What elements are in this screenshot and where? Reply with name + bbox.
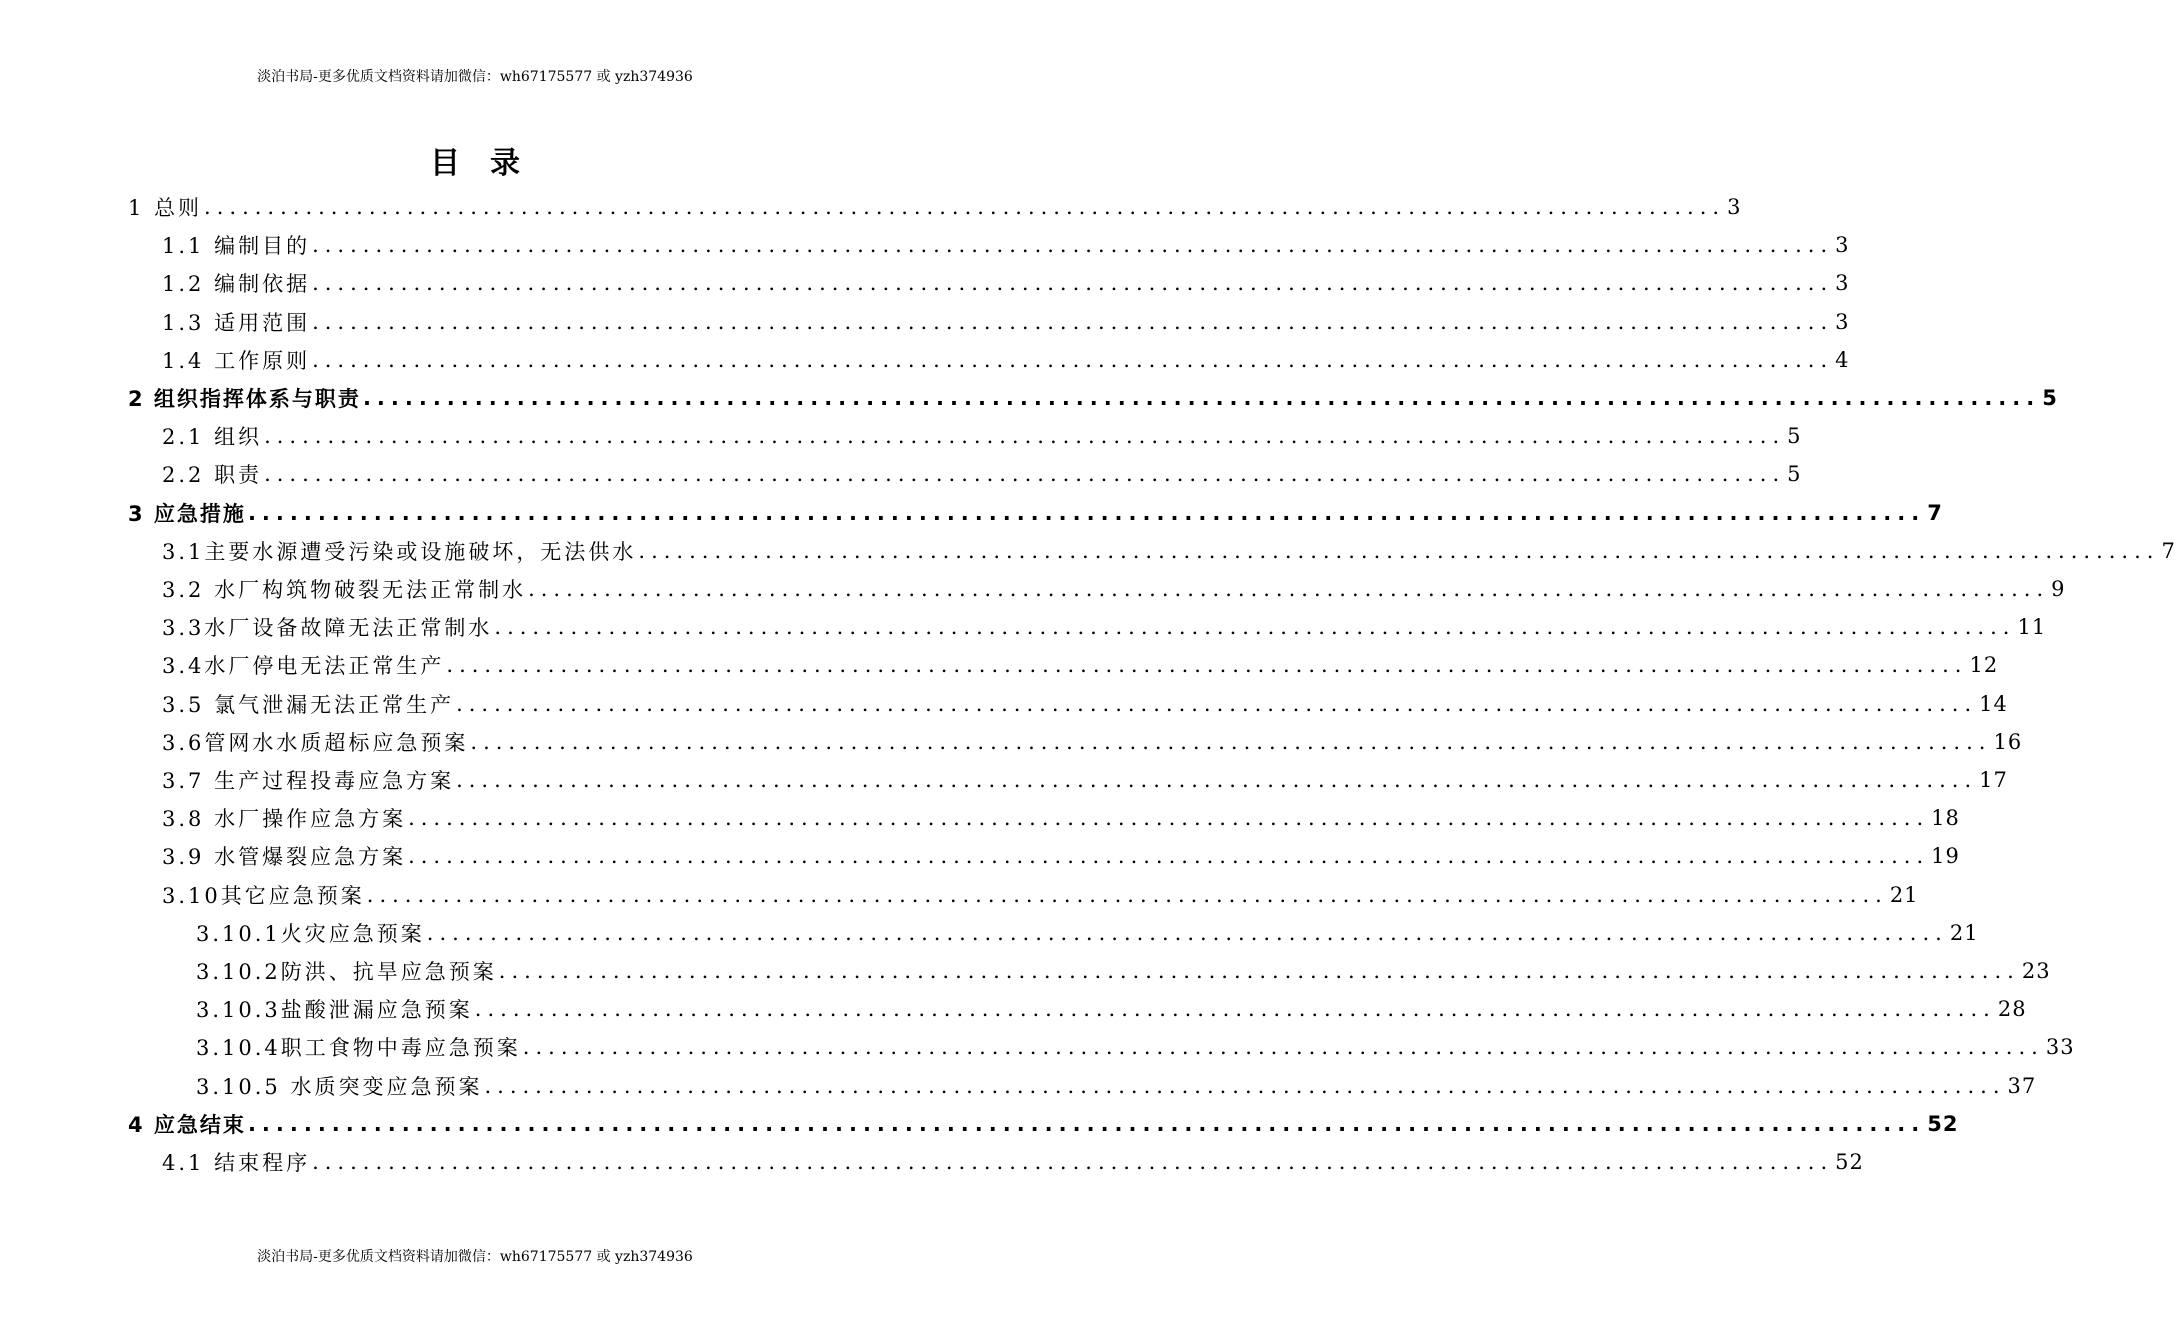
toc-entry-label: 1.3 适用范围 <box>162 310 311 335</box>
toc-entry-page: 14 <box>1979 691 2008 716</box>
toc-leader-dots: ........................................................................................................................ <box>456 768 1978 792</box>
toc-entry-label: 2 组织指挥体系与职责 <box>128 387 361 411</box>
toc-leader-dots: ........................................................................................................................ <box>204 195 1726 219</box>
toc-entry-label: 1.4 工作原则 <box>162 348 311 373</box>
toc-entry-page: 17 <box>1979 768 2008 792</box>
toc-leader-dots: ........................................................................................................................ <box>528 577 2050 601</box>
toc-entry[interactable] <box>162 876 1919 914</box>
toc-leader-dots: ........................................................................................................................ <box>312 271 1834 296</box>
toc-entry-label: 4.1 结束程序 <box>162 1151 311 1175</box>
toc-entry-page: 3 <box>1835 271 1850 296</box>
toc-leader-dots: ........................................................................................................................ <box>247 1111 1926 1136</box>
toc-entry-label: 3.2 水厂构筑物破裂无法正常制水 <box>162 578 527 602</box>
toc-entry-label: 2.1 组织 <box>162 425 263 450</box>
toc-entry[interactable] <box>162 761 2008 799</box>
toc-entry-label: 3.10.3盐酸泄漏应急预案 <box>196 998 473 1023</box>
toc-entry-page: 21 <box>1949 920 1979 945</box>
toc-entry[interactable] <box>162 303 1850 341</box>
toc-leader-dots: ........................................................................................................................ <box>498 959 2020 983</box>
toc-entry-page: 16 <box>1993 729 2023 754</box>
toc-entry-label: 3.1主要水源遭受污染或设施破坏，无法供水 <box>162 539 637 564</box>
toc-entry[interactable] <box>162 570 2066 608</box>
toc-entry[interactable] <box>162 1143 1864 1181</box>
toc-entry-page: 11 <box>2017 615 2047 640</box>
toc-entry-label: 3.10.4职工食物中毒应急预案 <box>196 1036 521 1061</box>
toc-entry-label: 2.2 职责 <box>162 463 263 488</box>
toc-entry-page: 9 <box>2051 577 2066 601</box>
toc-leader-dots: ........................................................................................................................ <box>470 729 1992 754</box>
toc-entry-label: 3.7 生产过程投毒应急方案 <box>162 769 455 793</box>
toc-entry[interactable] <box>128 379 2058 417</box>
toc-leader-dots: ........................................................................................................................ <box>366 882 1888 907</box>
toc-entry[interactable] <box>196 990 2027 1028</box>
toc-entry-label: 3.10.1火灾应急预案 <box>196 921 425 946</box>
toc-leader-dots: ........................................................................................................................ <box>426 920 1948 945</box>
toc-entry-page: 3 <box>1835 233 1850 258</box>
toc-entry-label: 3.10.5 水质突变应急预案 <box>196 1074 483 1099</box>
toc-entry-label: 1.2 编制依据 <box>162 272 311 297</box>
toc-leader-dots: ........................................................................................................................ <box>264 462 1786 487</box>
toc-leader-dots: ........................................................................................................................ <box>312 309 1834 334</box>
toc-entry[interactable] <box>162 226 1850 264</box>
toc-entry[interactable] <box>196 952 2051 990</box>
toc-entry[interactable] <box>162 455 1802 493</box>
toc-entry[interactable] <box>162 646 1999 684</box>
toc-entry[interactable] <box>128 188 1742 226</box>
toc-leader-dots: ........................................................................................................................ <box>638 538 2160 563</box>
toc-entry-page: 19 <box>1931 844 1960 869</box>
toc-leader-dots: ........................................................................................................................ <box>446 653 1968 678</box>
header-watermark: 淡泊书局-更多优质文档资料请加微信：wh67175577 或 yzh374936 <box>257 69 693 85</box>
toc-leader-dots: ........................................................................................................................ <box>408 806 1930 831</box>
toc-entry-page: 12 <box>1969 653 1999 678</box>
toc-leader-dots: ........................................................................................................................ <box>456 691 1978 716</box>
toc-entry[interactable] <box>162 532 2176 570</box>
toc-entry-page: 52 <box>1927 1111 1959 1136</box>
toc-entry[interactable] <box>162 264 1850 302</box>
toc-entry[interactable] <box>128 494 1943 532</box>
toc-leader-dots: ........................................................................................................................ <box>494 615 2016 640</box>
toc-entry[interactable] <box>162 799 1960 837</box>
toc-leader-dots: ........................................................................................................................ <box>474 997 1996 1022</box>
toc-entry[interactable] <box>196 1028 2075 1066</box>
toc-entry-page: 33 <box>2045 1035 2075 1060</box>
toc-entry-page: 5 <box>1787 462 1802 487</box>
toc-entry-label: 3.3水厂设备故障无法正常制水 <box>162 616 493 641</box>
toc-entry[interactable] <box>196 1067 2037 1105</box>
toc-leader-dots: ........................................................................................................................ <box>522 1035 2044 1060</box>
toc-entry-label: 3.9 水管爆裂应急方案 <box>162 845 407 870</box>
toc-entry-page: 37 <box>2007 1073 2037 1098</box>
toc-entry[interactable] <box>128 1105 1959 1143</box>
toc-entry[interactable] <box>162 837 1960 875</box>
toc-entry-label: 3.4水厂停电无法正常生产 <box>162 654 445 679</box>
toc-entry-page: 3 <box>1835 309 1850 334</box>
toc-entry[interactable] <box>162 417 1802 455</box>
toc-entry-page: 23 <box>2021 959 2051 983</box>
toc-entry-label: 1 总则 <box>128 196 203 220</box>
toc-entry-label: 3.10.2防洪、抗旱应急预案 <box>196 960 497 984</box>
toc-entry-page: 4 <box>1835 347 1850 372</box>
toc-leader-dots: ........................................................................................................................ <box>312 233 1834 258</box>
toc-entry-label: 4 应急结束 <box>128 1112 246 1137</box>
toc-entry-page: 21 <box>1889 882 1919 907</box>
toc-entry-page: 5 <box>1787 424 1802 449</box>
toc-entry-page: 5 <box>2042 386 2058 410</box>
toc-entry-label: 3.6管网水水质超标应急预案 <box>162 730 469 755</box>
toc-entry-page: 28 <box>1997 997 2027 1022</box>
toc-entry-label: 1.1 编制目的 <box>162 234 311 259</box>
page-title: 目录 <box>430 146 550 181</box>
toc-leader-dots: ........................................................................................................................ <box>484 1073 2006 1098</box>
toc-entry[interactable] <box>162 341 1850 379</box>
toc-leader-dots: ........................................................................................................................ <box>264 424 1786 449</box>
toc-entry[interactable] <box>162 723 2023 761</box>
toc-leader-dots: ........................................................................................................................ <box>312 347 1834 372</box>
toc-entry-page: 52 <box>1835 1150 1864 1174</box>
toc-leader-dots: ........................................................................................................................ <box>408 844 1930 869</box>
toc-entry-page: 7 <box>1927 500 1943 525</box>
toc-leader-dots: ........................................................................................................................ <box>362 386 2041 410</box>
toc-leader-dots: ........................................................................................................................ <box>247 500 1926 525</box>
toc-entry-label: 3 应急措施 <box>128 501 246 526</box>
toc-entry-page: 18 <box>1931 806 1960 831</box>
toc-entry-label: 3.10其它应急预案 <box>162 883 365 908</box>
toc-entry[interactable] <box>196 914 1979 952</box>
toc-leader-dots: ........................................................................................................................ <box>312 1150 1834 1174</box>
toc-entry-page: 7 <box>2161 538 2176 563</box>
footer-watermark: 淡泊书局-更多优质文档资料请加微信：wh67175577 或 yzh374936 <box>257 1249 693 1265</box>
toc-entry-page: 3 <box>1727 195 1742 219</box>
toc-entry[interactable] <box>162 685 2008 723</box>
toc-entry-label: 3.8 水厂操作应急方案 <box>162 807 407 832</box>
toc-entry[interactable] <box>162 608 2047 646</box>
toc-entry-label: 3.5 氯气泄漏无法正常生产 <box>162 692 455 717</box>
